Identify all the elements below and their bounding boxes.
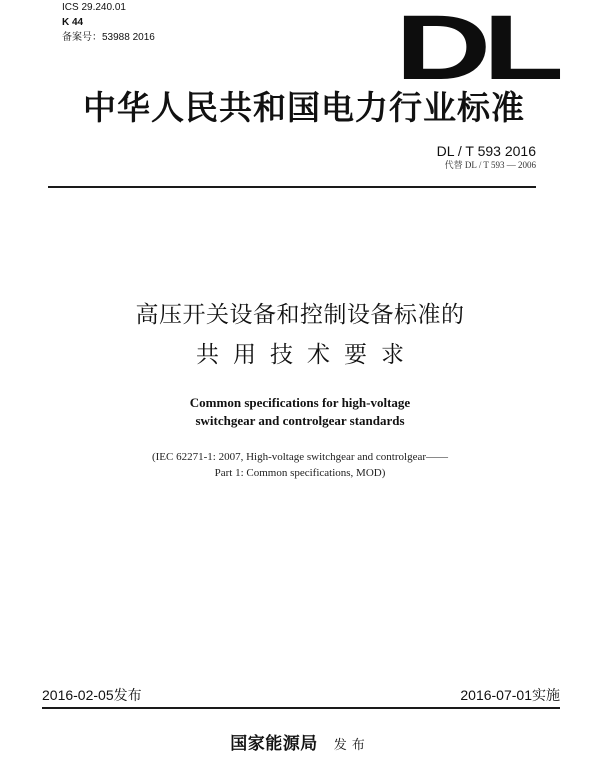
english-title-line-2: switchgear and controlgear standards	[195, 413, 405, 428]
bottom-divider	[42, 707, 560, 709]
publisher-org: 国家能源局	[230, 734, 318, 754]
chinese-title-line-2: 共用技术要求	[196, 342, 418, 368]
standard-number: DL / T 593 2016	[436, 143, 536, 159]
iec-reference-line-2: Part 1: Common specifications, MOD)	[214, 467, 386, 479]
english-title-line-1: Common specifications for high-voltage	[189, 395, 411, 410]
classification-code: K 44	[62, 17, 84, 28]
implementation-date: 2016-07-01实施	[460, 687, 560, 703]
issue-date: 2016-02-05发布	[42, 687, 142, 703]
publisher-action: 发布	[333, 738, 370, 753]
org-standard-title: 中华人民共和国电力行业标准	[83, 88, 525, 127]
publisher	[0, 733, 600, 757]
iec-reference-line-1: (IEC 62271-1: 2007, High-voltage switchgear and controlgear——	[151, 451, 448, 463]
dl-logo: DL	[395, 0, 556, 99]
record-number: 备案号：53988 2016	[62, 32, 155, 43]
chinese-title-line-1: 高压开关设备和控制设备标准的	[135, 302, 465, 328]
ics-code: ICS 29.240.01	[62, 2, 126, 13]
replaces-standard: 代替 DL / T 593 — 2006	[444, 160, 536, 170]
top-divider	[48, 186, 536, 188]
